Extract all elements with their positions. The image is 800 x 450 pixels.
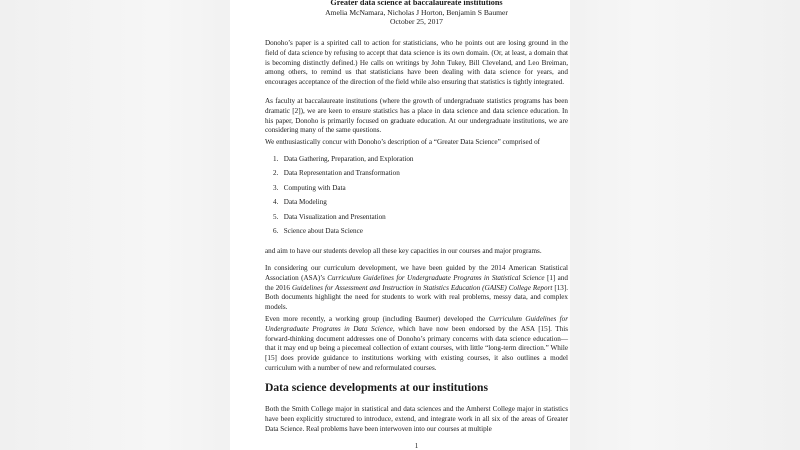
paragraph-working-group: [265, 315, 568, 374]
text-run: , which have now been endorsed by the ASA [15]. This forward-thinking document addresses one of Donoho’s primary concerns with data science education—that it may end up being a piecemeal collection of extant courses, with little “long-term direction.” While [15] does provide guidance to institutions working with existing courses, it also outlines a model curriculum with a number of new and reformulated courses.: [265, 324, 568, 372]
pdf-page: [230, 0, 570, 450]
text-run: [13]. Both documents highlight the need for students to work with real problems, messy data, and complex models.: [265, 283, 568, 312]
list-item: [273, 213, 413, 227]
paragraph-developments: Both the Smith College major in statistical and data sciences and the Amherst College major in statistics have been explicitly structured to introduce, extend, and integrate work in all six of the areas of Greater Data Science. Real problems have been interwoven into our courses at multiple: [265, 405, 568, 433]
paragraph-intro: Donoho’s paper is a spirited call to action for statisticians, who he points out are losing ground in the field of data science by refusing to accept that data science is its own domain. (Or, at least, a domain that is becoming distinctly defined.) He calls on writings by John Tukey, Bill Cleveland, and Leo Breiman, among others, to remind us that statisticians have been dealing with data science for years, and encourages acceptance of the direction of the field while also ensuring that statistics is tightly integrated.: [265, 39, 568, 87]
section-heading: Data science developments at our institutions: [265, 381, 488, 394]
paragraph-faculty: As faculty at baccalaureate institutions (where the growth of undergraduate statistics programs has been dramatic [2]), we are keen to ensure statistics has a place in data science and data science education. In his paper, Donoho is primarily focused on graduate education. At our undergraduate institutions, we are considering many of the same questions.: [265, 97, 568, 135]
paper-authors: Amelia McNamara, Nicholas J Horton, Benjamin S Baumer: [325, 7, 508, 17]
text-run: In considering our curriculum development, we have been guided by the 2014 American Statistical Association (ASA)’s: [265, 264, 568, 282]
list-item: [273, 155, 413, 169]
greater-data-science-list: [273, 155, 413, 241]
list-item-text: Data Visualization and Presentation: [283, 212, 386, 221]
page-content: [265, 0, 568, 450]
title-block: [265, 0, 568, 27]
text-run: Even more recently, a working group (including Baumer) developed the: [265, 315, 489, 323]
list-item: [273, 198, 413, 212]
paragraph-aim: and aim to have our students develop all these key capacities in our courses and major programs.: [265, 247, 542, 255]
list-item-text: Data Gathering, Preparation, and Exploration: [283, 155, 414, 163]
page-number: 1: [414, 442, 419, 450]
list-item-text: Computing with Data: [283, 183, 346, 192]
list-item: [273, 169, 413, 183]
paper-title: Greater data science at baccalaureate institutions: [330, 0, 503, 7]
citation-title-gaise-report: Guidelines for Assessment and Instruction in Statistics Education (GAISE) College Report: [291, 283, 553, 292]
citation-title-data-science-guidelines: Curriculum Guidelines for Undergraduate Programs in Data Science: [265, 315, 568, 333]
text-run: [1] and the 2016: [265, 273, 568, 292]
paper-date: October 25, 2017: [390, 17, 443, 27]
list-item: [273, 184, 413, 198]
list-item-number: 5.: [273, 212, 279, 221]
list-item-number: 6.: [273, 226, 279, 235]
citation-title-asa-guidelines: Curriculum Guidelines for Undergraduate Programs in Statistical Science: [327, 273, 545, 282]
list-item-text: Data Representation and Transformation: [283, 169, 400, 178]
list-item-number: 1.: [273, 155, 279, 163]
list-item-number: 3.: [273, 183, 279, 192]
paragraph-curriculum: [265, 264, 568, 313]
paragraph-concur: We enthusiastically concur with Donoho’s description of a “Greater Data Science” comprised of: [265, 138, 541, 146]
list-item-number: 2.: [273, 169, 279, 178]
list-item-text: Science about Data Science: [283, 226, 363, 235]
list-item-number: 4.: [273, 198, 279, 207]
list-item: [273, 227, 413, 241]
list-item-text: Data Modeling: [283, 198, 327, 207]
